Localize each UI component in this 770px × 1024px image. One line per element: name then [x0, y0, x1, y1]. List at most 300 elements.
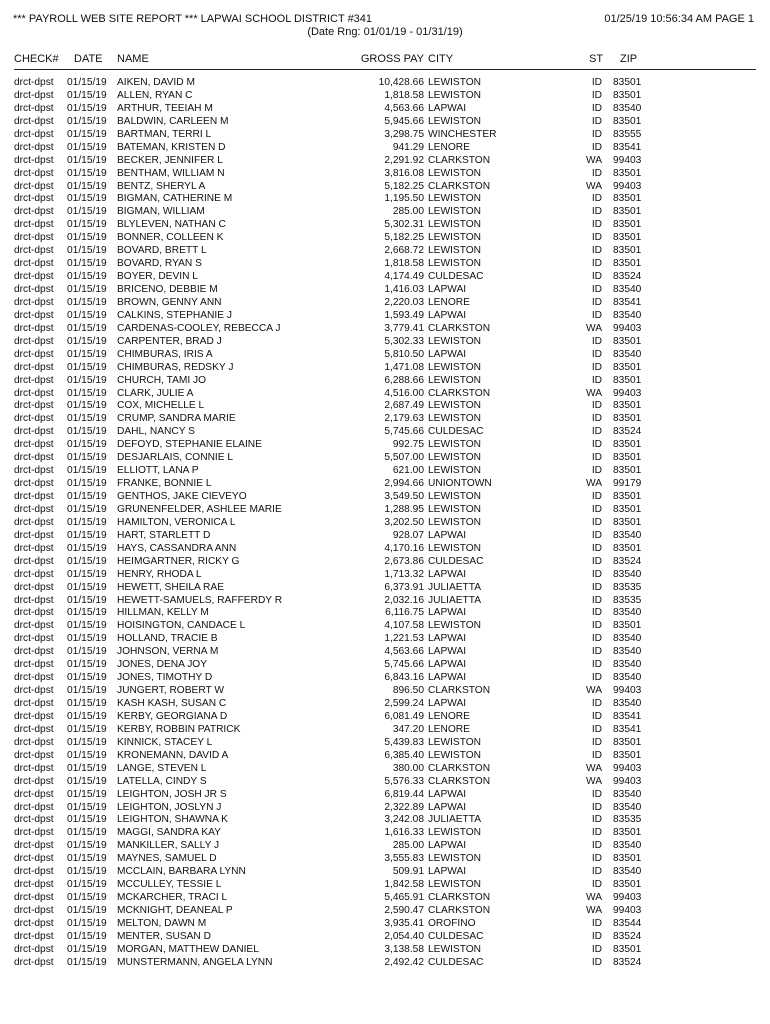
cell-state: ID: [591, 361, 602, 373]
cell-zip: 83501: [613, 335, 642, 347]
cell-city: UNIONTOWN: [428, 478, 492, 490]
cell-date: 01/15/19: [67, 620, 107, 632]
cell-city: LEWISTON: [428, 400, 482, 412]
cell-state: ID: [591, 529, 602, 541]
cell-name: JUNGERT, ROBERT W: [117, 685, 224, 697]
table-row: [0, 206, 770, 219]
cell-state: ID: [591, 633, 602, 645]
cell-city: LAPWAI: [428, 788, 467, 800]
cell-zip: 99179: [613, 478, 642, 490]
cell-zip: 83501: [613, 736, 642, 748]
cell-check: drct-dpst: [14, 102, 54, 114]
cell-date: 01/15/19: [67, 930, 107, 942]
cell-date: 01/15/19: [67, 568, 107, 580]
cell-gross-pay: 4,107.58: [384, 620, 424, 632]
cell-name: BOVARD, BRETT L: [117, 245, 207, 257]
cell-check: drct-dpst: [14, 439, 54, 451]
cell-zip: 83540: [613, 801, 642, 813]
cell-gross-pay: 5,465.91: [384, 892, 424, 904]
table-row: [0, 297, 770, 310]
table-row: [0, 491, 770, 504]
cell-name: KRONEMANN, DAVID A: [117, 749, 229, 761]
cell-city: CLARKSTON: [428, 685, 491, 697]
cell-city: LEWISTON: [428, 465, 482, 477]
cell-date: 01/15/19: [67, 633, 107, 645]
cell-date: 01/15/19: [67, 943, 107, 955]
cell-zip: 83544: [613, 917, 642, 929]
cell-check: drct-dpst: [14, 633, 54, 645]
cell-city: CULDESAC: [428, 555, 484, 567]
table-row: [0, 219, 770, 232]
table-row: [0, 388, 770, 401]
cell-state: WA: [585, 180, 602, 192]
cell-date: 01/15/19: [67, 154, 107, 166]
cell-state: ID: [591, 943, 602, 955]
cell-state: ID: [591, 309, 602, 321]
cell-name: HEIMGARTNER, RICKY G: [117, 555, 240, 567]
cell-zip: 83501: [613, 542, 642, 554]
cell-zip: 83541: [613, 710, 642, 722]
cell-city: LAPWAI: [428, 529, 467, 541]
cell-name: MCKNIGHT, DEANEAL P: [117, 905, 233, 916]
cell-name: CARPENTER, BRAD J: [117, 335, 222, 347]
cell-date: 01/15/19: [67, 555, 107, 567]
cell-name: CHIMBURAS, REDSKY J: [117, 361, 234, 373]
table-row: [0, 827, 770, 840]
cell-check: drct-dpst: [14, 503, 54, 515]
cell-check: drct-dpst: [14, 296, 54, 308]
cell-date: 01/15/19: [67, 102, 107, 114]
cell-name: KASH KASH, SUSAN C: [117, 698, 227, 709]
cell-name: BENTZ, SHERYL A: [117, 180, 206, 192]
cell-gross-pay: 5,576.33: [384, 775, 424, 787]
column-header-gross-pay: GROSS PAY: [360, 53, 424, 65]
cell-name: BALDWIN, CARLEEN M: [117, 115, 229, 127]
cell-date: 01/15/19: [67, 516, 107, 528]
cell-date: 01/15/19: [67, 827, 107, 839]
table-row: [0, 763, 770, 776]
cell-name: GRUNENFELDER, ASHLEE MARIE: [117, 503, 282, 515]
cell-check: drct-dpst: [14, 516, 54, 528]
cell-city: CLARKSTON: [428, 387, 491, 399]
column-header-date: DATE: [74, 53, 103, 65]
cell-city: LAPWAI: [428, 284, 467, 295]
cell-city: CLARKSTON: [428, 322, 491, 334]
cell-name: MENTER, SUSAN D: [117, 930, 211, 942]
cell-state: ID: [591, 89, 602, 101]
cell-zip: 83501: [613, 245, 642, 257]
cell-city: LEWISTON: [428, 232, 482, 244]
cell-zip: 83555: [613, 128, 642, 140]
cell-zip: 83501: [613, 167, 642, 179]
cell-gross-pay: 6,843.16: [384, 672, 424, 684]
cell-zip: 83535: [613, 814, 642, 826]
cell-state: ID: [591, 296, 602, 308]
cell-state: WA: [585, 762, 602, 774]
cell-state: ID: [591, 620, 602, 632]
cell-check: drct-dpst: [14, 180, 54, 192]
cell-date: 01/15/19: [67, 413, 107, 425]
table-row: [0, 400, 770, 413]
cell-gross-pay: 3,779.41: [384, 322, 424, 334]
cell-city: LEWISTON: [428, 115, 482, 127]
cell-state: ID: [591, 646, 602, 658]
cell-state: ID: [591, 426, 602, 438]
cell-state: ID: [591, 581, 602, 593]
cell-gross-pay: 6,819.44: [384, 788, 424, 800]
cell-zip: 83541: [613, 296, 642, 308]
cell-gross-pay: 3,549.50: [384, 491, 424, 502]
cell-city: CLARKSTON: [428, 762, 491, 774]
cell-zip: 83501: [613, 439, 642, 451]
cell-gross-pay: 4,174.49: [384, 271, 424, 283]
cell-gross-pay: 10,428.66: [378, 77, 424, 88]
cell-state: ID: [591, 672, 602, 684]
cell-gross-pay: 4,563.66: [384, 646, 424, 658]
cell-date: 01/15/19: [67, 180, 107, 192]
cell-zip: 83501: [613, 853, 642, 865]
cell-state: WA: [585, 154, 602, 166]
cell-name: ALLEN, RYAN C: [117, 89, 193, 101]
cell-date: 01/15/19: [67, 491, 107, 502]
cell-name: LANGE, STEVEN L: [117, 762, 207, 774]
cell-gross-pay: 2,179.63: [384, 413, 424, 425]
table-row: [0, 142, 770, 155]
cell-zip: 99403: [613, 685, 642, 697]
table-row: [0, 840, 770, 853]
cell-city: LAPWAI: [428, 309, 467, 321]
cell-city: CULDESAC: [428, 426, 484, 438]
cell-city: JULIAETTA: [428, 581, 482, 593]
cell-name: BOYER, DEVIN L: [117, 271, 198, 283]
cell-state: ID: [591, 840, 602, 852]
cell-date: 01/15/19: [67, 723, 107, 735]
cell-state: WA: [585, 685, 602, 697]
cell-state: ID: [591, 956, 602, 968]
header-divider: [14, 69, 756, 70]
table-row: [0, 245, 770, 258]
cell-name: AIKEN, DAVID M: [117, 77, 195, 88]
cell-date: 01/15/19: [67, 77, 107, 88]
cell-gross-pay: 5,745.66: [384, 426, 424, 438]
cell-date: 01/15/19: [67, 775, 107, 787]
cell-zip: 99403: [613, 892, 642, 904]
cell-date: 01/15/19: [67, 749, 107, 761]
table-row: [0, 530, 770, 543]
cell-city: LEWISTON: [428, 736, 482, 748]
table-row: [0, 181, 770, 194]
cell-name: CARDENAS-COOLEY, REBECCA J: [117, 322, 281, 334]
cell-name: KERBY, ROBBIN PATRICK: [117, 723, 241, 735]
table-row: [0, 258, 770, 271]
cell-city: CLARKSTON: [428, 154, 491, 166]
cell-zip: 83501: [613, 452, 642, 464]
cell-check: drct-dpst: [14, 232, 54, 244]
cell-city: LEWISTON: [428, 452, 482, 464]
cell-date: 01/15/19: [67, 956, 107, 968]
table-row: [0, 724, 770, 737]
cell-city: WINCHESTER: [428, 128, 497, 140]
cell-name: BECKER, JENNIFER L: [117, 154, 223, 166]
table-row: [0, 659, 770, 672]
cell-check: drct-dpst: [14, 309, 54, 321]
table-row: [0, 776, 770, 789]
cell-name: BOVARD, RYAN S: [117, 258, 202, 270]
table-row: [0, 957, 770, 970]
cell-zip: 83501: [613, 749, 642, 761]
cell-check: drct-dpst: [14, 555, 54, 567]
cell-date: 01/15/19: [67, 672, 107, 684]
cell-state: ID: [591, 749, 602, 761]
cell-name: DAHL, NANCY S: [117, 426, 195, 438]
cell-city: LEWISTON: [428, 258, 482, 270]
table-row: [0, 944, 770, 957]
cell-zip: 99403: [613, 322, 642, 334]
cell-state: ID: [591, 167, 602, 179]
cell-zip: 83501: [613, 879, 642, 891]
cell-date: 01/15/19: [67, 232, 107, 244]
cell-gross-pay: 1,842.58: [384, 879, 424, 891]
cell-city: LAPWAI: [428, 633, 467, 645]
cell-gross-pay: 6,385.40: [384, 749, 424, 761]
cell-date: 01/15/19: [67, 309, 107, 321]
cell-name: BLYLEVEN, NATHAN C: [117, 219, 226, 231]
cell-city: LEWISTON: [428, 77, 482, 88]
cell-city: LEWISTON: [428, 542, 482, 554]
cell-gross-pay: 2,054.40: [384, 930, 424, 942]
table-row: [0, 892, 770, 905]
cell-name: JOHNSON, VERNA M: [117, 646, 219, 658]
cell-check: drct-dpst: [14, 762, 54, 774]
cell-name: MANKILLER, SALLY J: [117, 840, 220, 852]
cell-date: 01/15/19: [67, 685, 107, 697]
cell-zip: 83540: [613, 866, 642, 878]
cell-zip: 83501: [613, 193, 642, 205]
cell-zip: 83524: [613, 271, 642, 283]
cell-gross-pay: 1,288.95: [384, 503, 424, 515]
cell-date: 01/15/19: [67, 271, 107, 283]
cell-gross-pay: 5,810.50: [384, 348, 424, 360]
cell-name: JONES, TIMOTHY D: [117, 672, 213, 684]
table-row: [0, 116, 770, 129]
cell-gross-pay: 941.29: [392, 141, 424, 153]
cell-check: drct-dpst: [14, 128, 54, 140]
cell-gross-pay: 4,170.16: [384, 542, 424, 554]
cell-date: 01/15/19: [67, 387, 107, 399]
cell-city: LAPWAI: [428, 607, 467, 619]
cell-name: HOLLAND, TRACIE B: [117, 633, 218, 645]
cell-date: 01/15/19: [67, 594, 107, 606]
table-row: [0, 413, 770, 426]
payroll-table-body: [0, 77, 770, 970]
cell-gross-pay: 6,116.75: [385, 607, 424, 619]
cell-zip: 83540: [613, 840, 642, 852]
cell-check: drct-dpst: [14, 452, 54, 464]
cell-name: BATEMAN, KRISTEN D: [117, 141, 226, 153]
cell-name: HEWETT-SAMUELS, RAFFERDY R: [117, 594, 283, 606]
cell-city: LEWISTON: [428, 620, 482, 632]
cell-state: WA: [585, 387, 602, 399]
cell-check: drct-dpst: [14, 219, 54, 231]
cell-zip: 83501: [613, 361, 642, 373]
table-row: [0, 931, 770, 944]
cell-city: LAPWAI: [428, 801, 467, 813]
cell-city: LEWISTON: [428, 516, 482, 528]
cell-zip: 83540: [613, 788, 642, 800]
table-row: [0, 129, 770, 142]
cell-state: ID: [591, 879, 602, 891]
cell-check: drct-dpst: [14, 206, 54, 218]
cell-gross-pay: 5,439.83: [384, 736, 424, 748]
cell-check: drct-dpst: [14, 866, 54, 878]
cell-city: LAPWAI: [428, 348, 467, 360]
cell-zip: 83501: [613, 413, 642, 425]
cell-check: drct-dpst: [14, 245, 54, 257]
table-row: [0, 672, 770, 685]
cell-zip: 83535: [613, 581, 642, 593]
cell-city: LEWISTON: [428, 853, 482, 865]
cell-state: ID: [591, 801, 602, 813]
cell-gross-pay: 4,563.66: [384, 102, 424, 114]
cell-name: LEIGHTON, JOSH JR S: [117, 788, 227, 800]
cell-gross-pay: 2,668.72: [384, 245, 424, 257]
cell-state: ID: [591, 723, 602, 735]
cell-zip: 83540: [613, 529, 642, 541]
cell-zip: 83524: [613, 956, 642, 968]
cell-name: MCCULLEY, TESSIE L: [117, 879, 222, 891]
cell-city: CLARKSTON: [428, 180, 491, 192]
table-row: [0, 77, 770, 90]
cell-zip: 83501: [613, 219, 642, 231]
cell-date: 01/15/19: [67, 284, 107, 295]
table-row: [0, 168, 770, 181]
cell-city: LEWISTON: [428, 491, 482, 502]
cell-check: drct-dpst: [14, 348, 54, 360]
cell-check: drct-dpst: [14, 193, 54, 205]
cell-gross-pay: 2,032.16: [384, 594, 424, 606]
cell-date: 01/15/19: [67, 258, 107, 270]
cell-gross-pay: 1,221.53: [384, 633, 424, 645]
cell-state: ID: [591, 439, 602, 451]
cell-gross-pay: 2,291.92: [384, 154, 424, 166]
cell-city: LEWISTON: [428, 193, 482, 205]
cell-check: drct-dpst: [14, 827, 54, 839]
cell-gross-pay: 1,471.08: [384, 361, 424, 373]
cell-state: ID: [591, 232, 602, 244]
cell-gross-pay: 896.50: [392, 685, 424, 697]
cell-check: drct-dpst: [14, 659, 54, 671]
cell-check: drct-dpst: [14, 723, 54, 735]
cell-state: ID: [591, 736, 602, 748]
cell-gross-pay: 347.20: [392, 723, 424, 735]
cell-zip: 83540: [613, 659, 642, 671]
cell-name: BIGMAN, CATHERINE M: [117, 193, 233, 205]
cell-date: 01/15/19: [67, 529, 107, 541]
cell-gross-pay: 3,138.58: [384, 943, 424, 955]
cell-name: LATELLA, CINDY S: [117, 775, 207, 787]
cell-zip: 99403: [613, 180, 642, 192]
cell-zip: 83541: [613, 141, 642, 153]
table-row: [0, 646, 770, 659]
cell-check: drct-dpst: [14, 853, 54, 865]
cell-gross-pay: 380.00: [392, 762, 424, 774]
cell-state: ID: [591, 503, 602, 515]
cell-state: ID: [591, 271, 602, 283]
cell-zip: 83540: [613, 348, 642, 360]
cell-gross-pay: 992.75: [392, 439, 424, 451]
cell-city: LEWISTON: [428, 206, 482, 218]
cell-date: 01/15/19: [67, 141, 107, 153]
cell-check: drct-dpst: [14, 698, 54, 709]
table-row: [0, 439, 770, 452]
cell-name: FRANKE, BONNIE L: [117, 478, 212, 490]
table-row: [0, 711, 770, 724]
cell-state: ID: [591, 128, 602, 140]
cell-gross-pay: 5,945.66: [384, 115, 424, 127]
cell-state: ID: [591, 568, 602, 580]
cell-check: drct-dpst: [14, 491, 54, 502]
cell-check: drct-dpst: [14, 115, 54, 127]
cell-name: BONNER, COLLEEN K: [117, 232, 224, 244]
cell-gross-pay: 1,195.50: [384, 193, 424, 205]
cell-date: 01/15/19: [67, 167, 107, 179]
cell-date: 01/15/19: [67, 426, 107, 438]
report-run-stamp: 01/25/19 10:56:34 AM PAGE 1: [604, 13, 754, 25]
cell-date: 01/15/19: [67, 128, 107, 140]
cell-zip: 83501: [613, 258, 642, 270]
cell-name: MUNSTERMANN, ANGELA LYNN: [117, 956, 273, 968]
cell-zip: 83501: [613, 465, 642, 477]
table-row: [0, 905, 770, 918]
cell-zip: 83541: [613, 723, 642, 735]
cell-date: 01/15/19: [67, 219, 107, 231]
cell-name: BRICENO, DEBBIE M: [117, 284, 218, 295]
cell-gross-pay: 285.00: [392, 206, 424, 218]
cell-zip: 83540: [613, 284, 642, 295]
cell-gross-pay: 2,322.89: [384, 801, 424, 813]
cell-name: BENTHAM, WILLIAM N: [117, 167, 225, 179]
cell-check: drct-dpst: [14, 892, 54, 904]
cell-date: 01/15/19: [67, 322, 107, 334]
cell-check: drct-dpst: [14, 400, 54, 412]
table-row: [0, 750, 770, 763]
cell-check: drct-dpst: [14, 387, 54, 399]
cell-check: drct-dpst: [14, 594, 54, 606]
cell-city: LENORE: [428, 723, 470, 735]
cell-check: drct-dpst: [14, 646, 54, 658]
cell-check: drct-dpst: [14, 322, 54, 334]
cell-zip: 99403: [613, 154, 642, 166]
cell-city: CLARKSTON: [428, 775, 491, 787]
cell-state: ID: [591, 542, 602, 554]
table-row: [0, 853, 770, 866]
cell-zip: 83540: [613, 646, 642, 658]
cell-gross-pay: 6,288.66: [384, 374, 424, 386]
cell-gross-pay: 3,816.08: [384, 167, 424, 179]
cell-check: drct-dpst: [14, 542, 54, 554]
cell-state: ID: [591, 594, 602, 606]
cell-gross-pay: 1,416.03: [384, 284, 424, 295]
cell-city: LEWISTON: [428, 503, 482, 515]
cell-gross-pay: 5,182.25: [384, 180, 424, 192]
cell-state: ID: [591, 400, 602, 412]
cell-zip: 83501: [613, 943, 642, 955]
cell-city: LAPWAI: [428, 102, 467, 114]
cell-gross-pay: 3,935.41: [384, 917, 424, 929]
table-row: [0, 362, 770, 375]
cell-date: 01/15/19: [67, 348, 107, 360]
table-row: [0, 879, 770, 892]
